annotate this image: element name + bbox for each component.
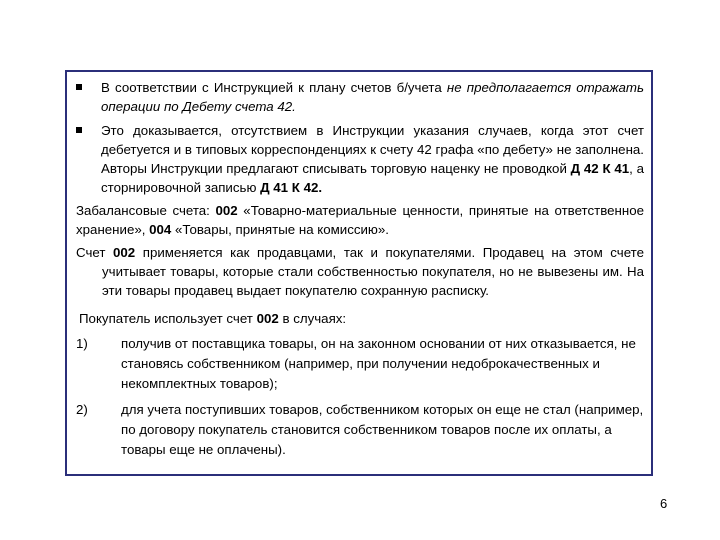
offbalance-text-1: Забалансовые счета: xyxy=(76,203,216,218)
bullet-1-italic: не предполагается отражать операции по Дебету счета 42. xyxy=(101,80,644,114)
page-number: 6 xyxy=(660,496,668,511)
bullet-2-bold-2: Д 41 К 42. xyxy=(260,180,323,195)
square-bullet-icon xyxy=(76,84,82,90)
bullet-2-bold-1: Д 42 К 41 xyxy=(570,161,630,176)
account-paragraph xyxy=(76,243,644,300)
case-text: получив от поставщика товары, он на законном основании от них отказывается, не становясь собственником (например, при получении недоброкачественных и некомплектных товаров); xyxy=(121,336,636,391)
bullet-2-text-2: , а сторнировочной записью xyxy=(101,161,644,195)
case-item-1 xyxy=(76,334,644,394)
case-number: 1) xyxy=(76,336,88,351)
offbalance-text-2: «Товарно-материальные ценности, принятые на ответственное хранение», xyxy=(76,203,644,237)
buyer-text-2: в случаях: xyxy=(278,311,347,326)
offbalance-text-3: «Товары, принятые на комиссию». xyxy=(171,222,389,237)
bullet-item-2 xyxy=(76,121,644,197)
buyer-paragraph xyxy=(79,309,644,328)
content-box xyxy=(65,70,653,476)
case-item-2 xyxy=(76,400,644,460)
account-text-1: Счет xyxy=(76,245,113,260)
offbalance-paragraph xyxy=(76,201,644,239)
account-text-2: применяется как продавцами, так и покупателями. Продавец на этом счете учитывает товары, которые стали собственностью покупателя, но не вывезены им. На эти товары продавец выдает покупателю сохранную расписку. xyxy=(102,245,644,298)
bullet-item-1 xyxy=(76,78,644,116)
account-code: 002 xyxy=(113,245,136,260)
bullet-1-text: В соответствии с Инструкцией к плану счетов б/учета xyxy=(101,80,447,95)
case-text: для учета поступивших товаров, собственником которых он еще не стал (например, по договору покупатель становится собственником товаров после их оплаты, а товары еще не оплачены). xyxy=(121,402,644,457)
bullet-2-text-1: Это доказывается, отсутствием в Инструкции указания случаев, когда этот счет дебетуется и в типовых корреспонденциях к счету 42 графа «по дебету» не заполнена. Авторы Инструкции предлагают списывать торговую наценку не проводкой xyxy=(101,123,644,176)
case-number: 2) xyxy=(76,402,88,417)
buyer-text-1: Покупатель использует счет xyxy=(79,311,257,326)
square-bullet-icon xyxy=(76,127,82,133)
buyer-code: 002 xyxy=(256,311,279,326)
offbalance-code-002: 002 xyxy=(215,203,238,218)
offbalance-code-004: 004 xyxy=(149,222,172,237)
